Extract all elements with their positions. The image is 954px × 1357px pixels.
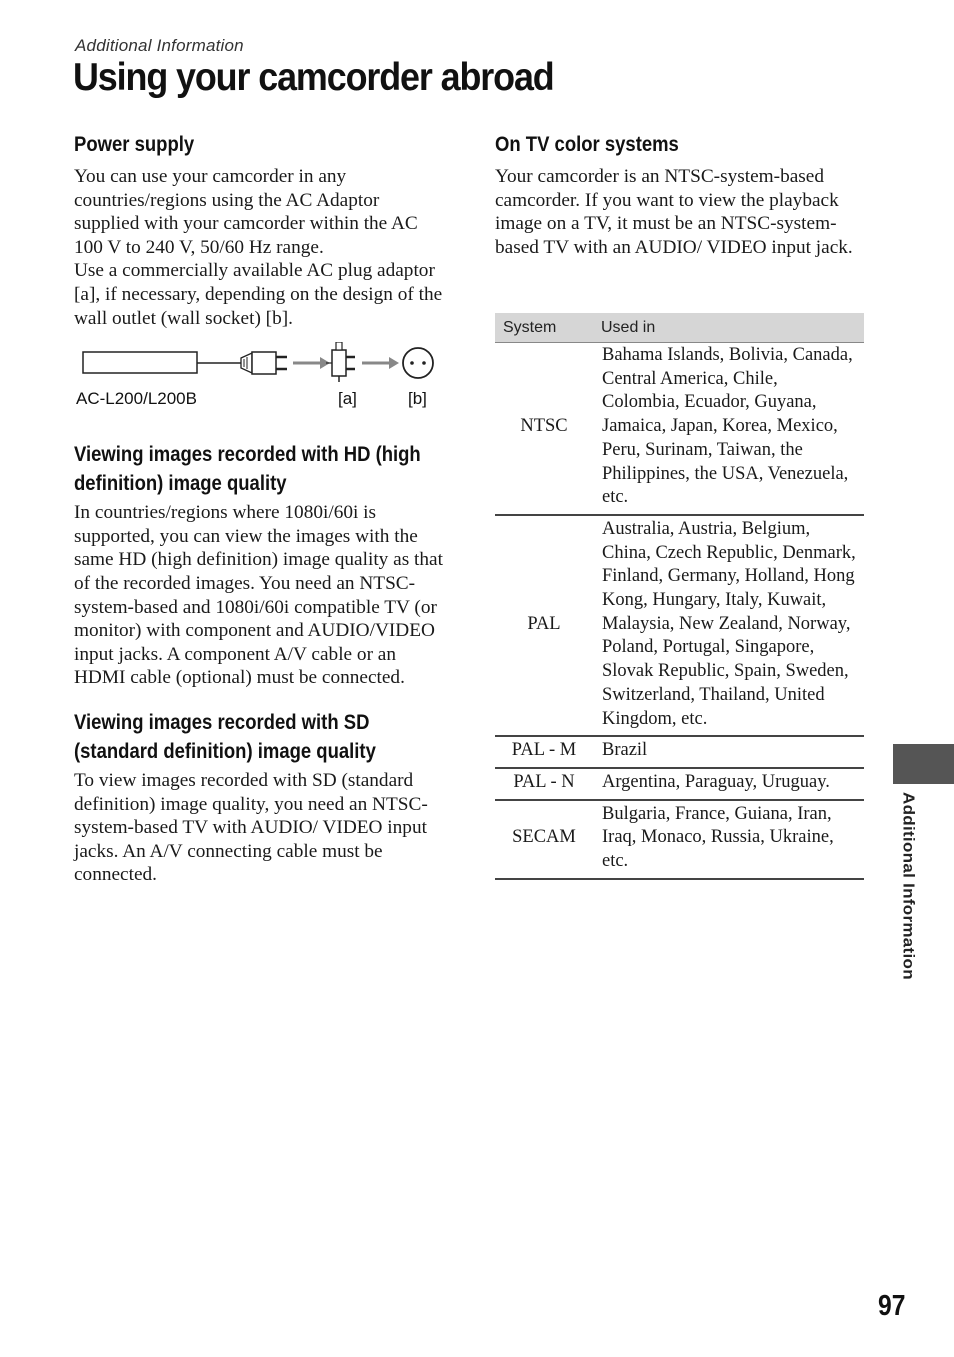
plug-adaptor-diagram <box>74 342 444 422</box>
system-cell: PAL - M <box>495 736 593 768</box>
tv-systems-table <box>495 313 864 880</box>
tv-color-body: Your camcorder is an NTSC-system-based camcorder. If you want to view the playback image on a TV, it must be an NTSC-system-based TV with an AUDIO/ VIDEO input jack. <box>495 166 853 258</box>
system-cell: SECAM <box>495 800 593 879</box>
system-cell: NTSC <box>495 343 593 515</box>
arrow-icon-1 <box>293 357 330 369</box>
power-supply-heading: Power supply <box>74 133 195 156</box>
table-row <box>495 736 864 768</box>
page-title: Using your camcorder abroad <box>73 56 554 99</box>
table-header-row <box>495 313 864 343</box>
column-header-used-in: Used in <box>593 313 864 343</box>
side-tab-label: Additional Information <box>899 792 917 980</box>
system-cell: PAL - N <box>495 768 593 800</box>
left-column <box>74 130 444 887</box>
power-supply-body: You can use your camcorder in any countries/regions using the AC Adaptor supplied with your camcorder within the AC 100 V to 240 V, 50/60 Hz range. Use a commercially available AC plug adaptor [a], if necessary, depending on the design of the wall outlet (wall socket) [b]. <box>74 166 443 329</box>
wall-outlet-b-icon <box>403 348 433 378</box>
table-row <box>495 800 864 879</box>
hd-heading: Viewing images recorded with HD (high definition) image quality <box>74 443 421 496</box>
sd-body: To view images recorded with SD (standard definition) image quality, you need an NTSC-system-based TV with AUDIO/ VIDEO input jacks. An A/V connecting cable must be connected. <box>74 769 428 886</box>
right-column <box>495 130 865 259</box>
used-in-cell: Bulgaria, France, Guiana, Iran, Iraq, Monaco, Russia, Ukraine, etc. <box>593 800 864 879</box>
column-header-system: System <box>495 313 593 343</box>
ac-adaptor-shape <box>83 352 197 373</box>
side-tab-marker <box>893 744 954 784</box>
used-in-cell: Brazil <box>593 736 864 768</box>
page-number: 97 <box>878 1290 906 1322</box>
arrow-icon-2 <box>362 357 399 369</box>
table-row <box>495 768 864 800</box>
section-label: Additional Information <box>75 36 244 55</box>
adaptor-model-label: AC-L200/L200B <box>76 389 197 409</box>
hd-body: In countries/regions where 1080i/60i is supported, you can view the images with the same HD (high definition) image quality as that of the recorded images. You need an NTSC-system-based and 1080i/60i compatible TV (or monitor) with component and AUDIO/VIDEO input jacks. A component A/V cable or an HDMI cable (optional) must be connected. <box>74 502 443 689</box>
used-in-cell: Bahama Islands, Bolivia, Canada, Central America, Chile, Colombia, Ecuador, Guyana, Jamaica, Japan, Korea, Mexico, Peru, Surinam, Taiwan, the Philippines, the USA, Venezuela, etc. <box>593 343 864 515</box>
system-cell: PAL <box>495 515 593 736</box>
plug-adaptor-a-icon <box>326 342 355 382</box>
label-a: [a] <box>338 389 357 409</box>
plug-adaptor-illustration <box>74 342 444 392</box>
table-row <box>495 343 864 515</box>
sd-heading: Viewing images recorded with SD (standard definition) image quality <box>74 710 376 763</box>
used-in-cell: Australia, Austria, Belgium, China, Czech Republic, Denmark, Finland, Germany, Holland, Hong Kong, Hungary, Italy, Kuwait, Malaysia, New Zealand, Norway, Poland, Portugal, Singapore, Slovak Republic, Spain, Sweden, Switzerland, Thailand, United Kingdom, etc. <box>593 515 864 736</box>
used-in-cell: Argentina, Paraguay, Uruguay. <box>593 768 864 800</box>
adaptor-plug-icon <box>241 352 287 374</box>
table-row <box>495 515 864 736</box>
label-b: [b] <box>408 389 427 409</box>
tv-color-heading: On TV color systems <box>495 133 679 156</box>
